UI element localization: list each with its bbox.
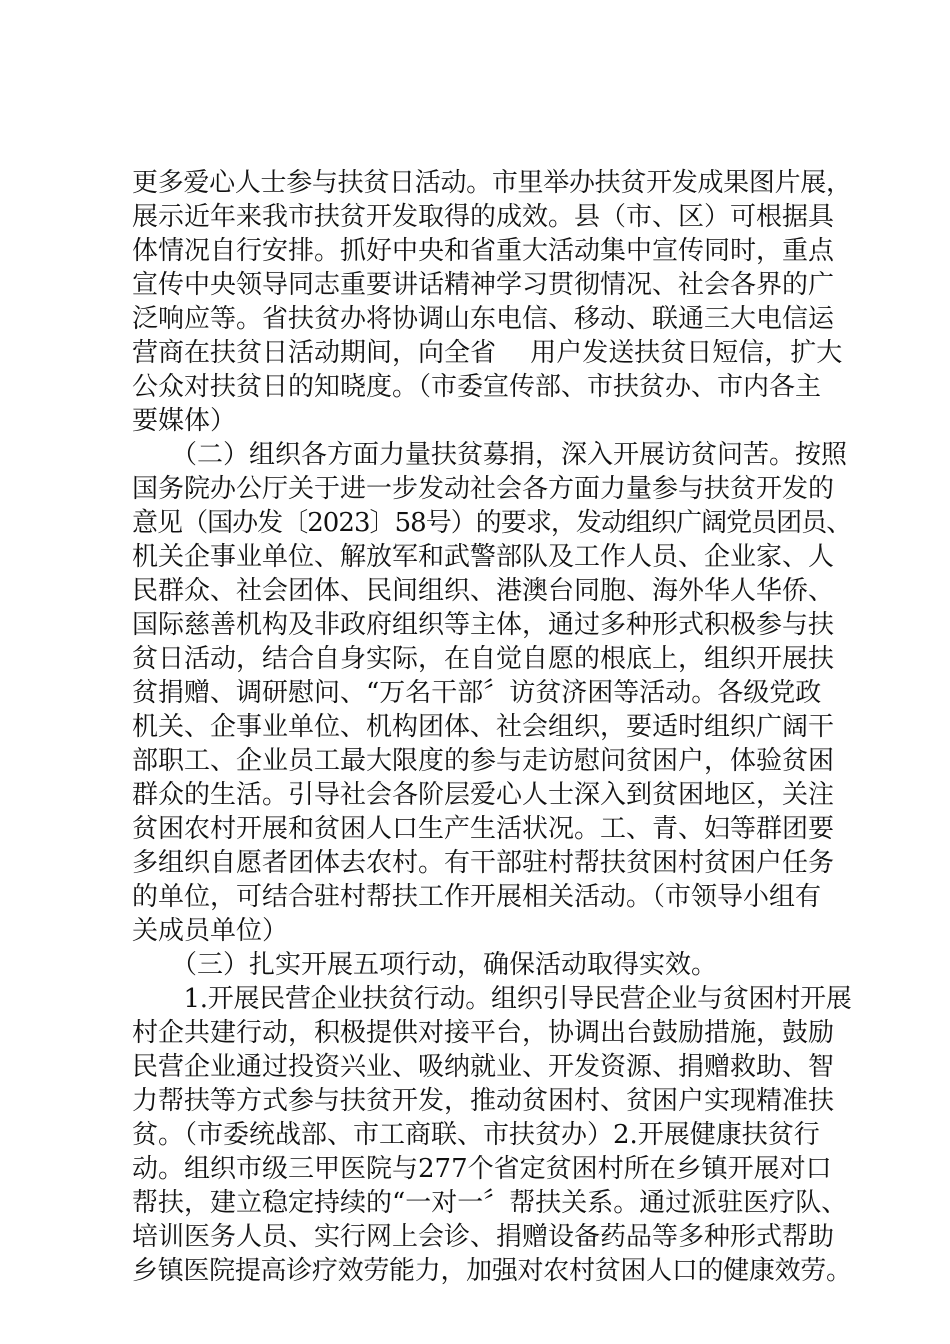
text-line: 国务院办公厅关于进一步发动社会各方面力量参与扶贫开发的 [132,474,835,504]
text-line: 乡镇医院提高诊疗效劳能力，加强对农村贫困人口的健康效劳。 [132,1256,852,1286]
text-line: 培训医务人员、实行网上会诊、捐赠设备药品等多种形式帮助 [132,1222,835,1252]
text-line: 公众对扶贫日的知晓度。（市委宣传部、市扶贫办、市内各主 [132,372,822,402]
text-line: 的单位，可结合驻村帮扶工作开展相关活动。（市领导小组有 [132,882,822,912]
body-text [132,166,852,1288]
text-line: 国际慈善机构及非政府组织等主体，通过多种形式积极参与扶 [132,610,835,640]
text-line: 多组织自愿者团体去农村。有干部驻村帮扶贫困村贫困户任务 [132,848,835,878]
text-line: （二）组织各方面力量扶贫募捐，深入开展访贫问苦。按照 [132,440,848,470]
text-line: 民营企业通过投资兴业、吸纳就业、开发资源、捐赠救助、智 [132,1052,835,1082]
text-line: 贫困农村开展和贫困人口生产生活状况。工、青、妇等群团要 [132,814,835,844]
text-line: （三）扎实开展五项行动，确保活动取得实效。 [132,950,718,980]
text-line: 体情况自行安排。抓好中央和省重大活动集中宣传同时，重点 [132,236,835,266]
text-line: 营商在扶贫日活动期间，向全省 用户发送扶贫日短信，扩大 [132,338,843,368]
text-line: 动。组织市级三甲医院与277个省定贫困村所在乡镇开展对口 [132,1154,832,1184]
text-line: 贫。（市委统战部、市工商联、市扶贫办）2.开展健康扶贫行 [132,1120,820,1150]
text-line: 1.开展民营企业扶贫行动。组织引导民营企业与贫困村开展 [132,984,852,1014]
text-line: 帮扶，建立稳定持续的“一对一〞帮扶关系。通过派驻医疗队、 [132,1188,848,1218]
text-line: 关成员单位） [132,916,289,946]
text-line: 机关企事业单位、解放军和武警部队及工作人员、企业家、人 [132,542,835,572]
text-line: 贫捐赠、调研慰问、“万名干部〞访贫济困等活动。各级党政 [132,678,822,708]
text-line: 机关、企事业单位、机构团体、社会组织，要适时组织广阔干 [132,712,835,742]
text-line: 要媒体） [132,406,237,436]
text-line: 力帮扶等方式参与扶贫开发，推动贫困村、贫困户实现精准扶 [132,1086,835,1116]
text-line: 贫日活动，结合自身实际，在自觉自愿的根底上，组织开展扶 [132,644,835,674]
text-line: 村企共建行动，积极提供对接平台，协调出台鼓励措施，鼓励 [132,1018,835,1048]
text-line: 意见（国办发〔2023〕58号）的要求，发动组织广阔党员团员、 [132,508,852,538]
text-line: 泛响应等。省扶贫办将协调山东电信、移动、联通三大电信运 [132,304,835,334]
text-line: 民群众、社会团体、民间组织、港澳台同胞、海外华人华侨、 [132,576,835,606]
text-line: 展示近年来我市扶贫开发取得的成效。县（市、区）可根据具 [132,202,835,232]
text-line: 宣传中央领导同志重要讲话精神学习贯彻情况、社会各界的广 [132,270,835,300]
text-line: 部职工、企业员工最大限度的参与走访慰问贫困户，体验贫困 [132,746,835,776]
text-line: 群众的生活。引导社会各阶层爱心人士深入到贫困地区，关注 [132,780,835,810]
text-line: 更多爱心人士参与扶贫日活动。市里举办扶贫开发成果图片展， [132,168,852,198]
